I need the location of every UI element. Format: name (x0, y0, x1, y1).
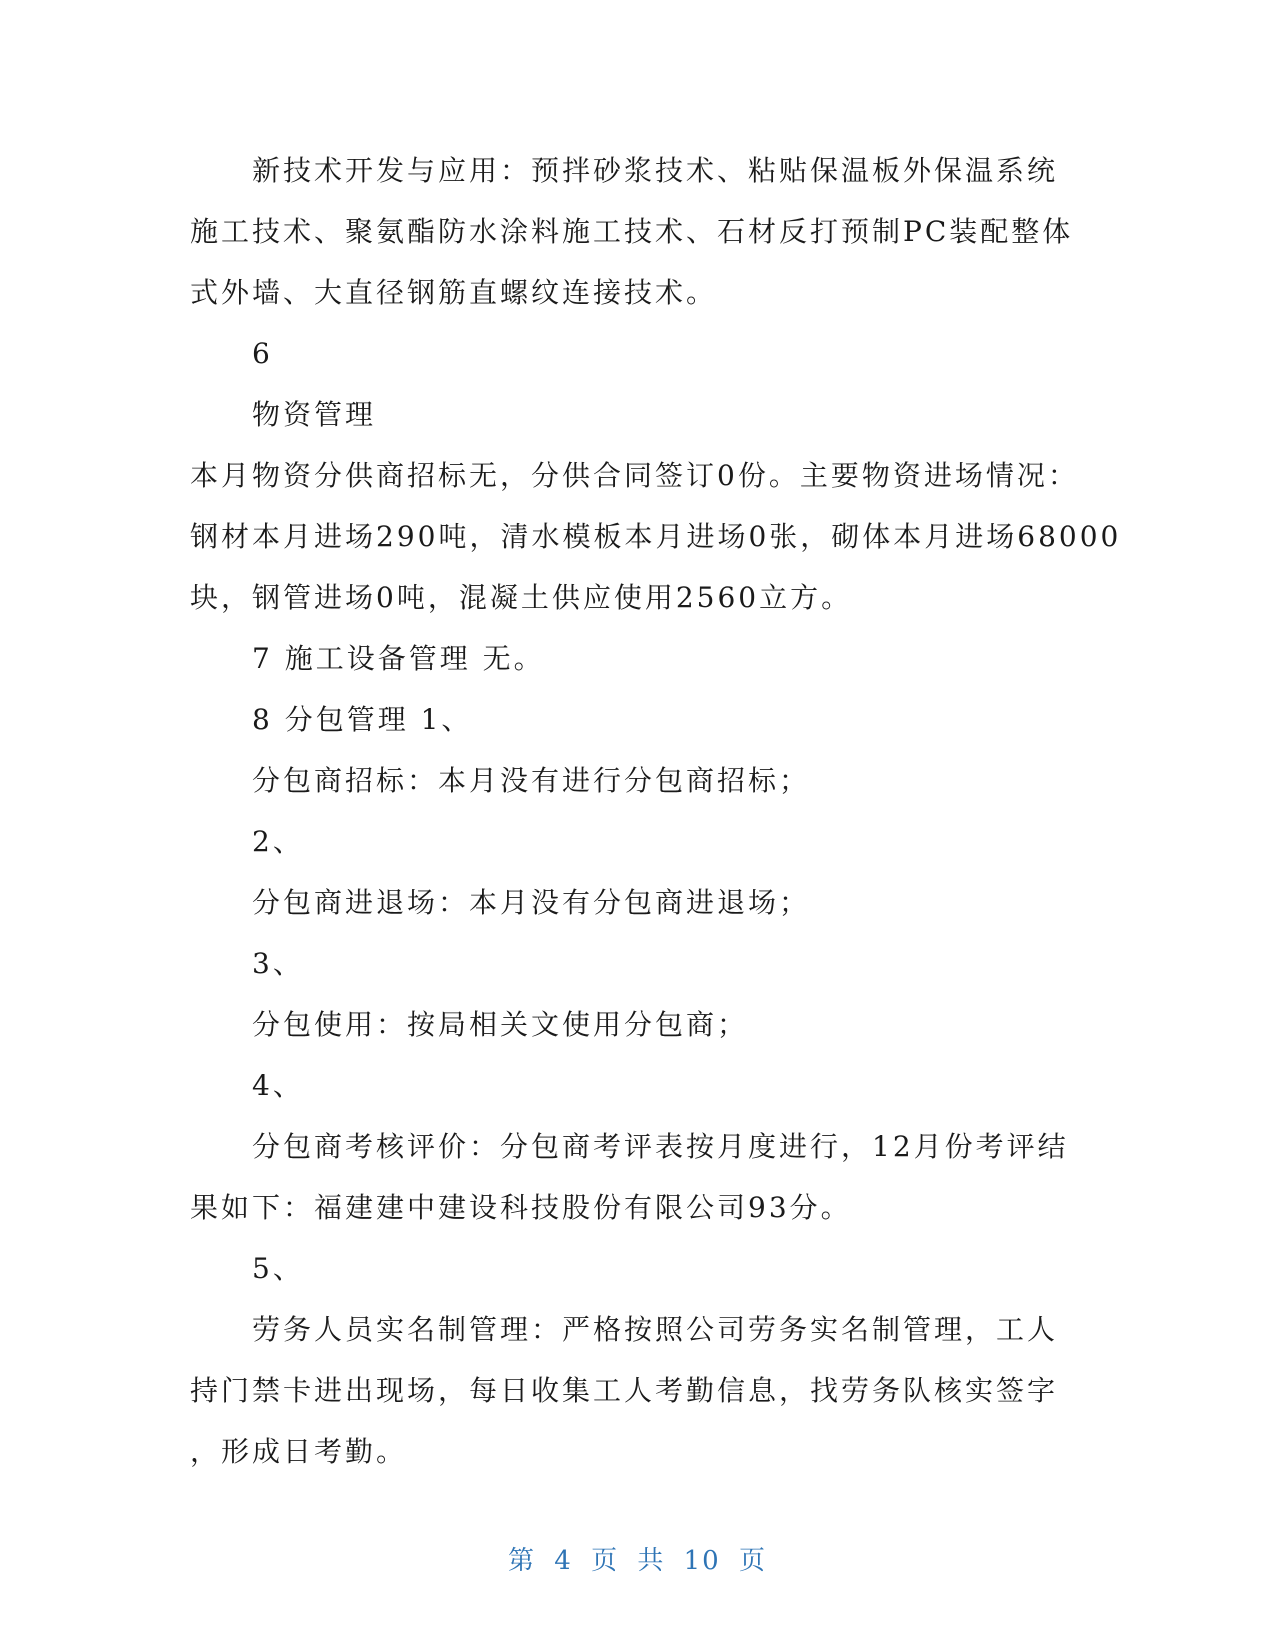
footer-total-pages: 10 (683, 1546, 721, 1576)
section-heading: 8 分包管理 1、 (252, 703, 473, 736)
paragraph-line: 式外墙、大直径钢筋直螺纹连接技术。 (190, 276, 718, 309)
paragraph-line: 块，钢管进场0吨，混凝土供应使用2560立方。 (190, 581, 853, 614)
footer-total-word: 共 (637, 1546, 666, 1576)
paragraph-line: 果如下：福建建中建设科技股份有限公司93分。 (190, 1191, 852, 1224)
section-heading: 物资管理 (252, 398, 377, 431)
page-footer (0, 1540, 1275, 1577)
list-number: 2、 (252, 825, 304, 858)
paragraph-line: ，形成日考勤。 (190, 1435, 408, 1468)
paragraph-line: 劳务人员实名制管理：严格按照公司劳务实名制管理，工人 (252, 1313, 1059, 1346)
paragraph-line: 持门禁卡进出现场，每日收集工人考勤信息，找劳务队核实签字 (190, 1374, 1059, 1407)
document-body (190, 140, 1122, 1482)
paragraph-line: 本月物资分供商招标无，分供合同签订0份。主要物资进场情况： (190, 459, 1079, 492)
footer-suffix: 页 (739, 1546, 768, 1576)
list-number: 3、 (252, 947, 304, 980)
section-heading: 7 施工设备管理 无。 (252, 642, 545, 675)
section-number: 6 (252, 337, 273, 370)
list-number: 5、 (252, 1252, 304, 1285)
footer-page-word: 页 (591, 1546, 620, 1576)
paragraph-line: 分包商招标：本月没有进行分包商招标； (252, 764, 811, 797)
paragraph-line: 分包使用：按局相关文使用分包商； (252, 1008, 749, 1041)
paragraph-line: 分包商考核评价：分包商考评表按月度进行，12月份考评结 (252, 1130, 1069, 1163)
paragraph-line: 新技术开发与应用：预拌砂浆技术、粘贴保温板外保温系统 (252, 154, 1059, 187)
paragraph-line: 钢材本月进场290吨，清水模板本月进场0张，砌体本月进场68000 (190, 520, 1122, 553)
paragraph-line: 分包商进退场：本月没有分包商进退场； (252, 886, 811, 919)
footer-prefix: 第 (507, 1546, 536, 1576)
list-number: 4、 (252, 1069, 304, 1102)
paragraph-line: 施工技术、聚氨酯防水涂料施工技术、石材反打预制PC装配整体 (190, 215, 1074, 248)
footer-current-page: 4 (554, 1546, 573, 1576)
